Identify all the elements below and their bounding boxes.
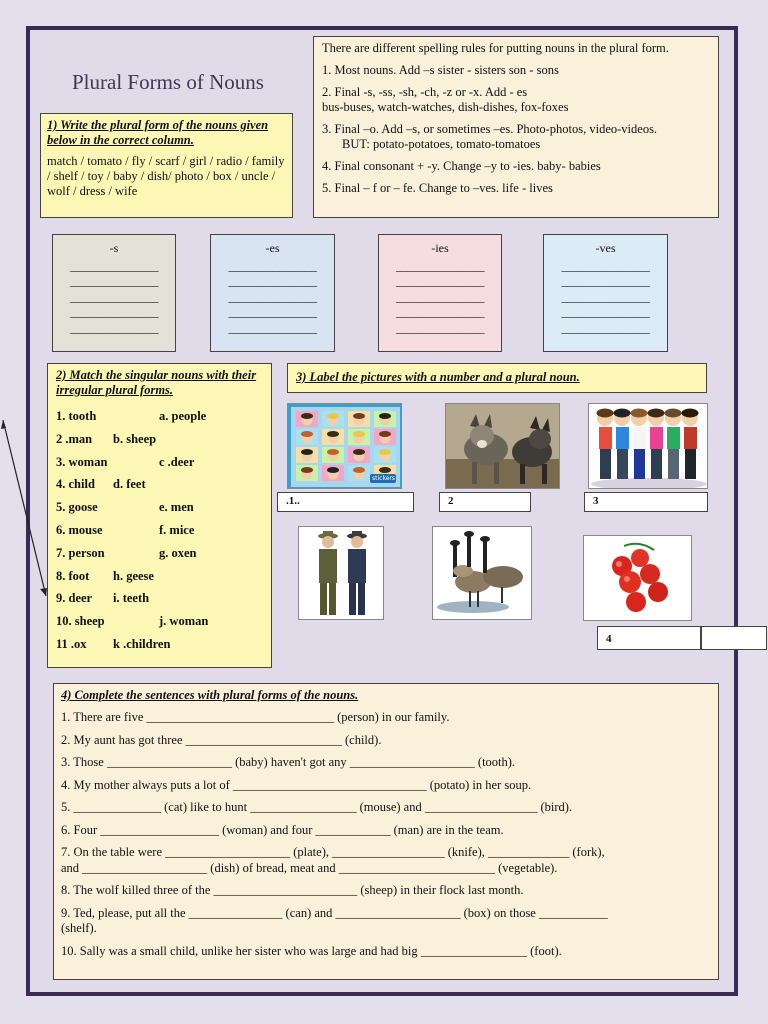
answer-line[interactable]: ________________ [70,289,158,304]
answer-line[interactable]: ________________ [70,305,158,319]
plural-noun[interactable]: d. feet [113,477,146,492]
children-stickers-picture [287,403,402,489]
match-pair [56,610,263,633]
sentence-10[interactable]: 10. Sally was a small child, unlike her sister who was large and had big _________________ (foot). [61,943,562,958]
singular-noun[interactable]: 2 .man [56,431,93,446]
plural-noun[interactable]: c .deer [159,454,195,469]
task-4-heading: 4) Complete the sentences with plural forms of the nouns. [61,688,359,702]
match-pair [56,519,263,542]
sentence-6[interactable]: 6. Four ___________________ (woman) and four ____________ (man) are in the team. [61,822,504,837]
task-4-box [53,683,719,980]
sentence-7-continued[interactable]: and ____________________ (dish) of bread, meat and _________________________ (vegetable). [61,860,558,875]
sentence-4[interactable]: 4. My mother always puts a lot of _______________________________ (potato) in her soup. [61,777,532,792]
column-s [52,234,176,352]
match-pair [56,633,263,656]
rule-4: 4. Final consonant + -y. Change –y to -ies. baby- babies [322,159,601,173]
answer-line[interactable]: ________________ [561,289,650,304]
singular-noun[interactable]: 7. person [56,545,105,560]
answer-line[interactable]: ________________ [228,289,317,304]
singular-noun[interactable]: 3. woman [56,454,108,469]
children-illustration [589,404,708,489]
sentence-9-continued[interactable]: (shelf). [61,921,97,935]
answer-line[interactable]: ________________ [70,258,158,273]
answer-line[interactable]: ________________ [228,305,317,319]
singular-noun[interactable]: 4. child [56,477,95,492]
label-box-2[interactable]: 2 [439,492,531,512]
children-picture [588,403,708,489]
singular-noun[interactable]: 11 .ox [56,636,87,651]
task-1-heading: 1) Write the plural form of the nouns given below in the correct column. [47,118,269,147]
rule-3: 3. Final –o. Add –s, or sometimes –es. Photo-photos, video-videos. [322,122,658,136]
task-1-box [40,113,293,218]
plural-noun[interactable]: i. teeth [113,591,150,606]
plural-noun[interactable]: g. oxen [159,545,197,560]
answer-line[interactable]: ________________ [396,258,484,273]
answer-line[interactable]: ________________ [396,305,484,319]
answer-line[interactable]: ________________ [70,320,158,335]
match-pair [56,428,263,451]
task-2-box [47,363,272,668]
task-1-word-list: match / tomato / fly / scarf / girl / radio / family / shelf / toy / baby / dish/ photo / box / uncle / wolf / dress / wife [47,154,285,198]
column-ies [378,234,502,352]
plural-noun[interactable]: b. sheep [113,431,157,446]
sentence-5[interactable]: 5. ______________ (cat) like to hunt _________________ (mouse) and __________________ (bird). [61,800,573,814]
rule-1: 1. Most nouns. Add –s sister - sisters son - sons [322,63,559,77]
answer-line[interactable]: ________________ [396,289,484,304]
sentence-7[interactable]: 7. On the table were ____________________ (plate), __________________ (knife), _____________ (fork), [61,845,605,859]
answer-line[interactable]: ________________ [561,320,650,335]
rule-3-exception: BUT: potato-potatoes, tomato-tomatoes [342,137,541,151]
singular-noun[interactable]: 6. mouse [56,522,103,537]
answer-line[interactable]: ________________ [396,274,484,288]
column-es [210,234,335,352]
task-3-heading: 3) Label the pictures with a number and a plural noun. [287,363,707,393]
plural-noun[interactable]: a. people [159,409,207,423]
match-pair [56,496,263,519]
rule-2: 2. Final -s, -ss, -sh, -ch, -z or -x. Add - es [322,85,528,99]
sentence-9[interactable]: 9. Ted, please, put all the _______________ (can) and ____________________ (box) on those ___________ [61,905,608,920]
match-pair [56,405,263,428]
column-ves [543,234,668,352]
singular-noun[interactable]: 5. goose [56,500,98,515]
task-2-heading: 2) Match the singular nouns with their irregular plural forms. [56,368,257,397]
singular-noun[interactable]: 8. foot [56,568,90,583]
answer-line[interactable]: ________________ [228,320,317,335]
singular-noun[interactable]: 9. deer [56,591,93,606]
page-title: Plural Forms of Nouns [72,70,264,94]
plural-noun[interactable]: j. woman [159,614,209,629]
men-picture [298,526,384,620]
answer-line[interactable]: ________________ [228,274,317,288]
column-s-heading: -s [109,241,119,255]
answer-line[interactable]: ________________ [561,258,650,273]
match-pair [56,451,263,474]
men-illustration [299,527,384,620]
answer-line[interactable]: ________________ [396,320,484,335]
answer-line[interactable]: ________________ [228,258,317,273]
label-box-1[interactable]: .1.. [277,492,414,512]
sentence-2[interactable]: 2. My aunt has got three _________________________ (child). [61,732,382,747]
column-ves-heading: -ves [595,241,616,255]
sentence-8[interactable]: 8. The wolf killed three of the _______________________ (sheep) in their flock last month. [61,883,524,897]
geese-illustration [433,527,532,620]
tomatoes-picture [583,535,692,621]
plural-noun[interactable]: e. men [159,500,194,515]
singular-noun[interactable]: 10. sheep [56,614,105,629]
answer-line[interactable]: ________________ [561,305,650,319]
column-ies-heading: -ies [431,241,449,255]
rule-2-examples: bus-buses, watch-watches, dish-dishes, fox-foxes [322,100,569,114]
singular-noun[interactable]: 1. tooth [56,409,97,423]
answer-line[interactable]: ________________ [561,274,650,288]
match-pair [56,565,263,588]
match-pair [56,587,263,610]
match-arrow [0,412,50,602]
answer-line[interactable]: ________________ [70,274,158,288]
tomatoes-illustration [584,536,692,621]
plural-noun[interactable]: f. mice [159,522,195,537]
sentence-1[interactable]: 1. There are five ______________________________ (person) in our family. [61,710,450,724]
label-box-4[interactable]: 4 [597,626,701,650]
wolves-picture [445,403,560,489]
label-box-3[interactable]: 3 [584,492,708,512]
sentence-3[interactable]: 3. Those ____________________ (baby) haven't got any ____________________ (tooth). [61,755,516,769]
match-pair [56,542,263,565]
plural-noun[interactable]: h. geese [113,568,154,583]
spelling-rules-box [313,36,719,218]
wolves-illustration [446,404,560,489]
match-pair [56,473,263,496]
column-es-heading: -es [265,241,280,255]
plural-noun[interactable]: k .children [113,636,171,651]
label-box-4-extension[interactable] [701,626,767,650]
geese-picture [432,526,532,620]
rule-5: 5. Final – f or – fe. Change to –ves. life - lives [322,181,553,195]
rules-intro: There are different spelling rules for putting nouns in the plural form. [322,41,669,55]
stickers-caption: stickers [372,475,395,482]
